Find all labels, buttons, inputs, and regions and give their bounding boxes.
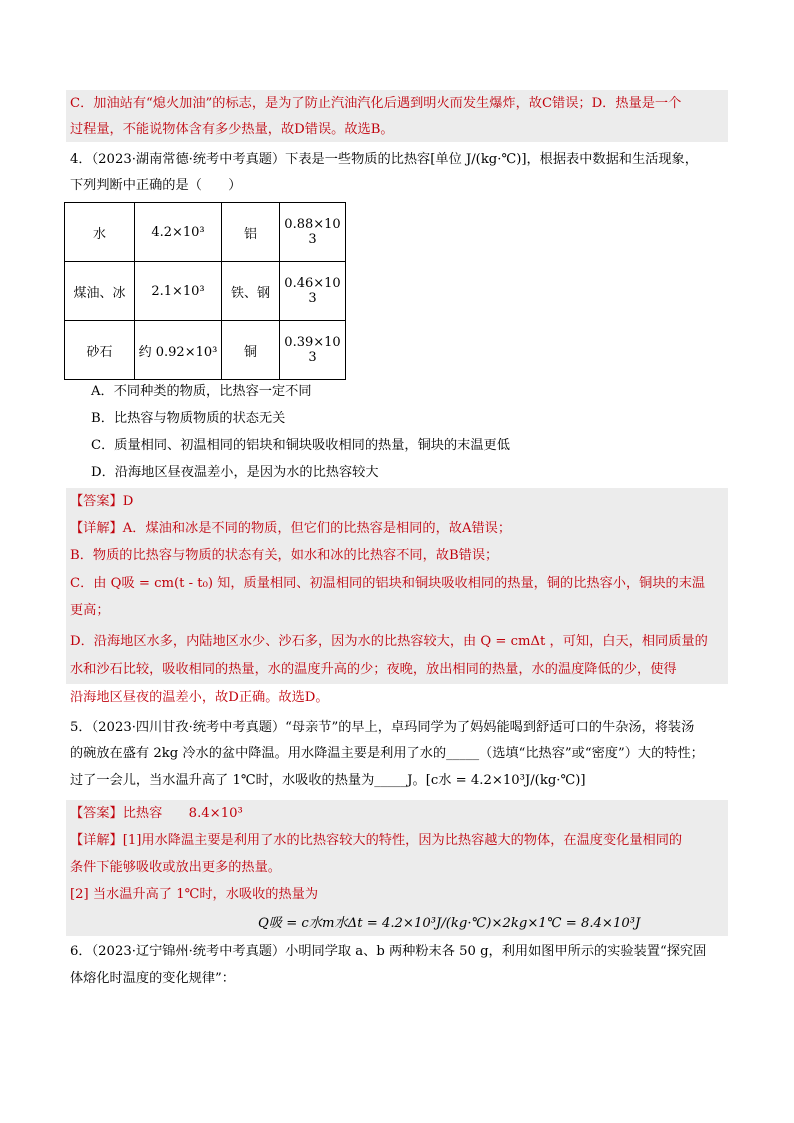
specific-heat-table [64, 202, 346, 380]
table-cell [280, 262, 346, 321]
answer-line: 【答案】比热容 8.4×10³ [70, 806, 243, 821]
table-cell: 砂石 [65, 321, 135, 380]
option-a: A．不同种类的物质，比热容一定不同 [91, 384, 312, 399]
question-stem: 体熔化时温度的变化规律”： [70, 971, 235, 986]
table-cell: 约 0.92×10³ [135, 321, 222, 380]
option-b: B．比热容与物质物质的状态无关 [91, 411, 286, 426]
heat-formula: Q吸 = c水m水Δt = 4.2×10³J/(kg·℃)×2kg×1℃ = 8.4×10³J [258, 916, 641, 931]
cell-value-wrap: 3 [308, 232, 317, 247]
cell-value: 0.46×10 [284, 276, 341, 291]
table-cell: 2.1×10³ [135, 262, 222, 321]
detail-line: C．由 Q吸 = cm(t - t₀) 知，质量相同、初温相同的铝块和铜块吸收相同的热量，铜的比热容小，铜块的末温 [70, 576, 706, 591]
table-cell: 4.2×10³ [135, 203, 222, 262]
table-cell: 铝 [222, 203, 280, 262]
detail-line: 条件下能够吸收或放出更多的热量。 [70, 860, 281, 875]
cell-value: 0.88×10 [284, 217, 341, 232]
option-d: D．沿海地区昼夜温差小，是因为水的比热容较大 [91, 465, 379, 480]
table-cell: 水 [65, 203, 135, 262]
detail-line: 【详解】A．煤油和冰是不同的物质，但它们的比热容是相同的，故A错误； [70, 521, 512, 536]
table-row [65, 203, 346, 262]
answer-line: 【答案】D [70, 494, 134, 509]
cell-value-wrap: 3 [308, 291, 317, 306]
table-cell: 煤油、冰 [65, 262, 135, 321]
detail-line: B．物质的比热容与物质的状态有关，如水和冰的比热容不同，故B错误； [70, 548, 499, 563]
table-row [65, 262, 346, 321]
detail-line: 【详解】[1]用水降温主要是利用了水的比热容较大的特性，因为比热容越大的物体，在温度变化量相同的 [70, 833, 683, 848]
question-stem: 5．（2023·四川甘孜·统考中考真题）“母亲节”的早上，卓玛同学为了妈妈能喝到舒适可口的牛杂汤，将装汤 [70, 720, 695, 735]
option-c: C．质量相同、初温相同的铝块和铜块吸收相同的热量，铜块的末温更低 [91, 438, 510, 453]
cell-value: 0.39×10 [284, 335, 341, 350]
detail-line: 沿海地区昼夜的温差小，故D正确。故选D。 [70, 690, 329, 705]
question-stem: 6．（2023·辽宁锦州·统考中考真题）小明同学取 a、b 两种粉末各 50 g，利用如图甲所示的实验装置“探究固 [70, 944, 707, 959]
answer-text-line: 过程量，不能说物体含有多少热量，故D错误。故选B。 [70, 122, 394, 137]
detail-line: D．沿海地区水多，内陆地区水少、沙石多，因为水的比热容较大，由 Q = cmΔt ，可知，白天，相同质量的 [70, 634, 708, 649]
detail-line: 水和沙石比较，吸收相同的热量，水的温度升高的少；夜晚，放出相同的热量，水的温度降低的少，使得 [70, 662, 677, 677]
table-row [65, 321, 346, 380]
detail-line: 更高； [70, 603, 110, 618]
question-stem: 4．（2023·湖南常德·统考中考真题）下表是一些物质的比热容[单位 J/(kg·℃)]，根据表中数据和生活现象， [70, 152, 698, 167]
table-cell [280, 321, 346, 380]
cell-value-wrap: 3 [308, 350, 317, 365]
detail-line: [2] 当水温升高了 1℃时，水吸收的热量为 [70, 887, 319, 902]
table-cell: 铜 [222, 321, 280, 380]
question-stem: 下列判断中正确的是（ ） [70, 178, 242, 193]
question-stem: 的碗放在盛有 2kg 冷水的盆中降温。用水降温主要是利用了水的_____（选填“比热容”或“密度”）大的特性； [70, 746, 704, 761]
question-stem: 过了一会儿，当水温升高了 1℃时，水吸收的热量为_____J。[c水 = 4.2×10³J/(kg·℃)] [70, 773, 586, 788]
table-cell: 铁、钢 [222, 262, 280, 321]
answer-text-line: C．加油站有“熄火加油”的标志，是为了防止汽油汽化后遇到明火而发生爆炸，故C错误；D．热量是一个 [70, 96, 682, 111]
table-cell [280, 203, 346, 262]
